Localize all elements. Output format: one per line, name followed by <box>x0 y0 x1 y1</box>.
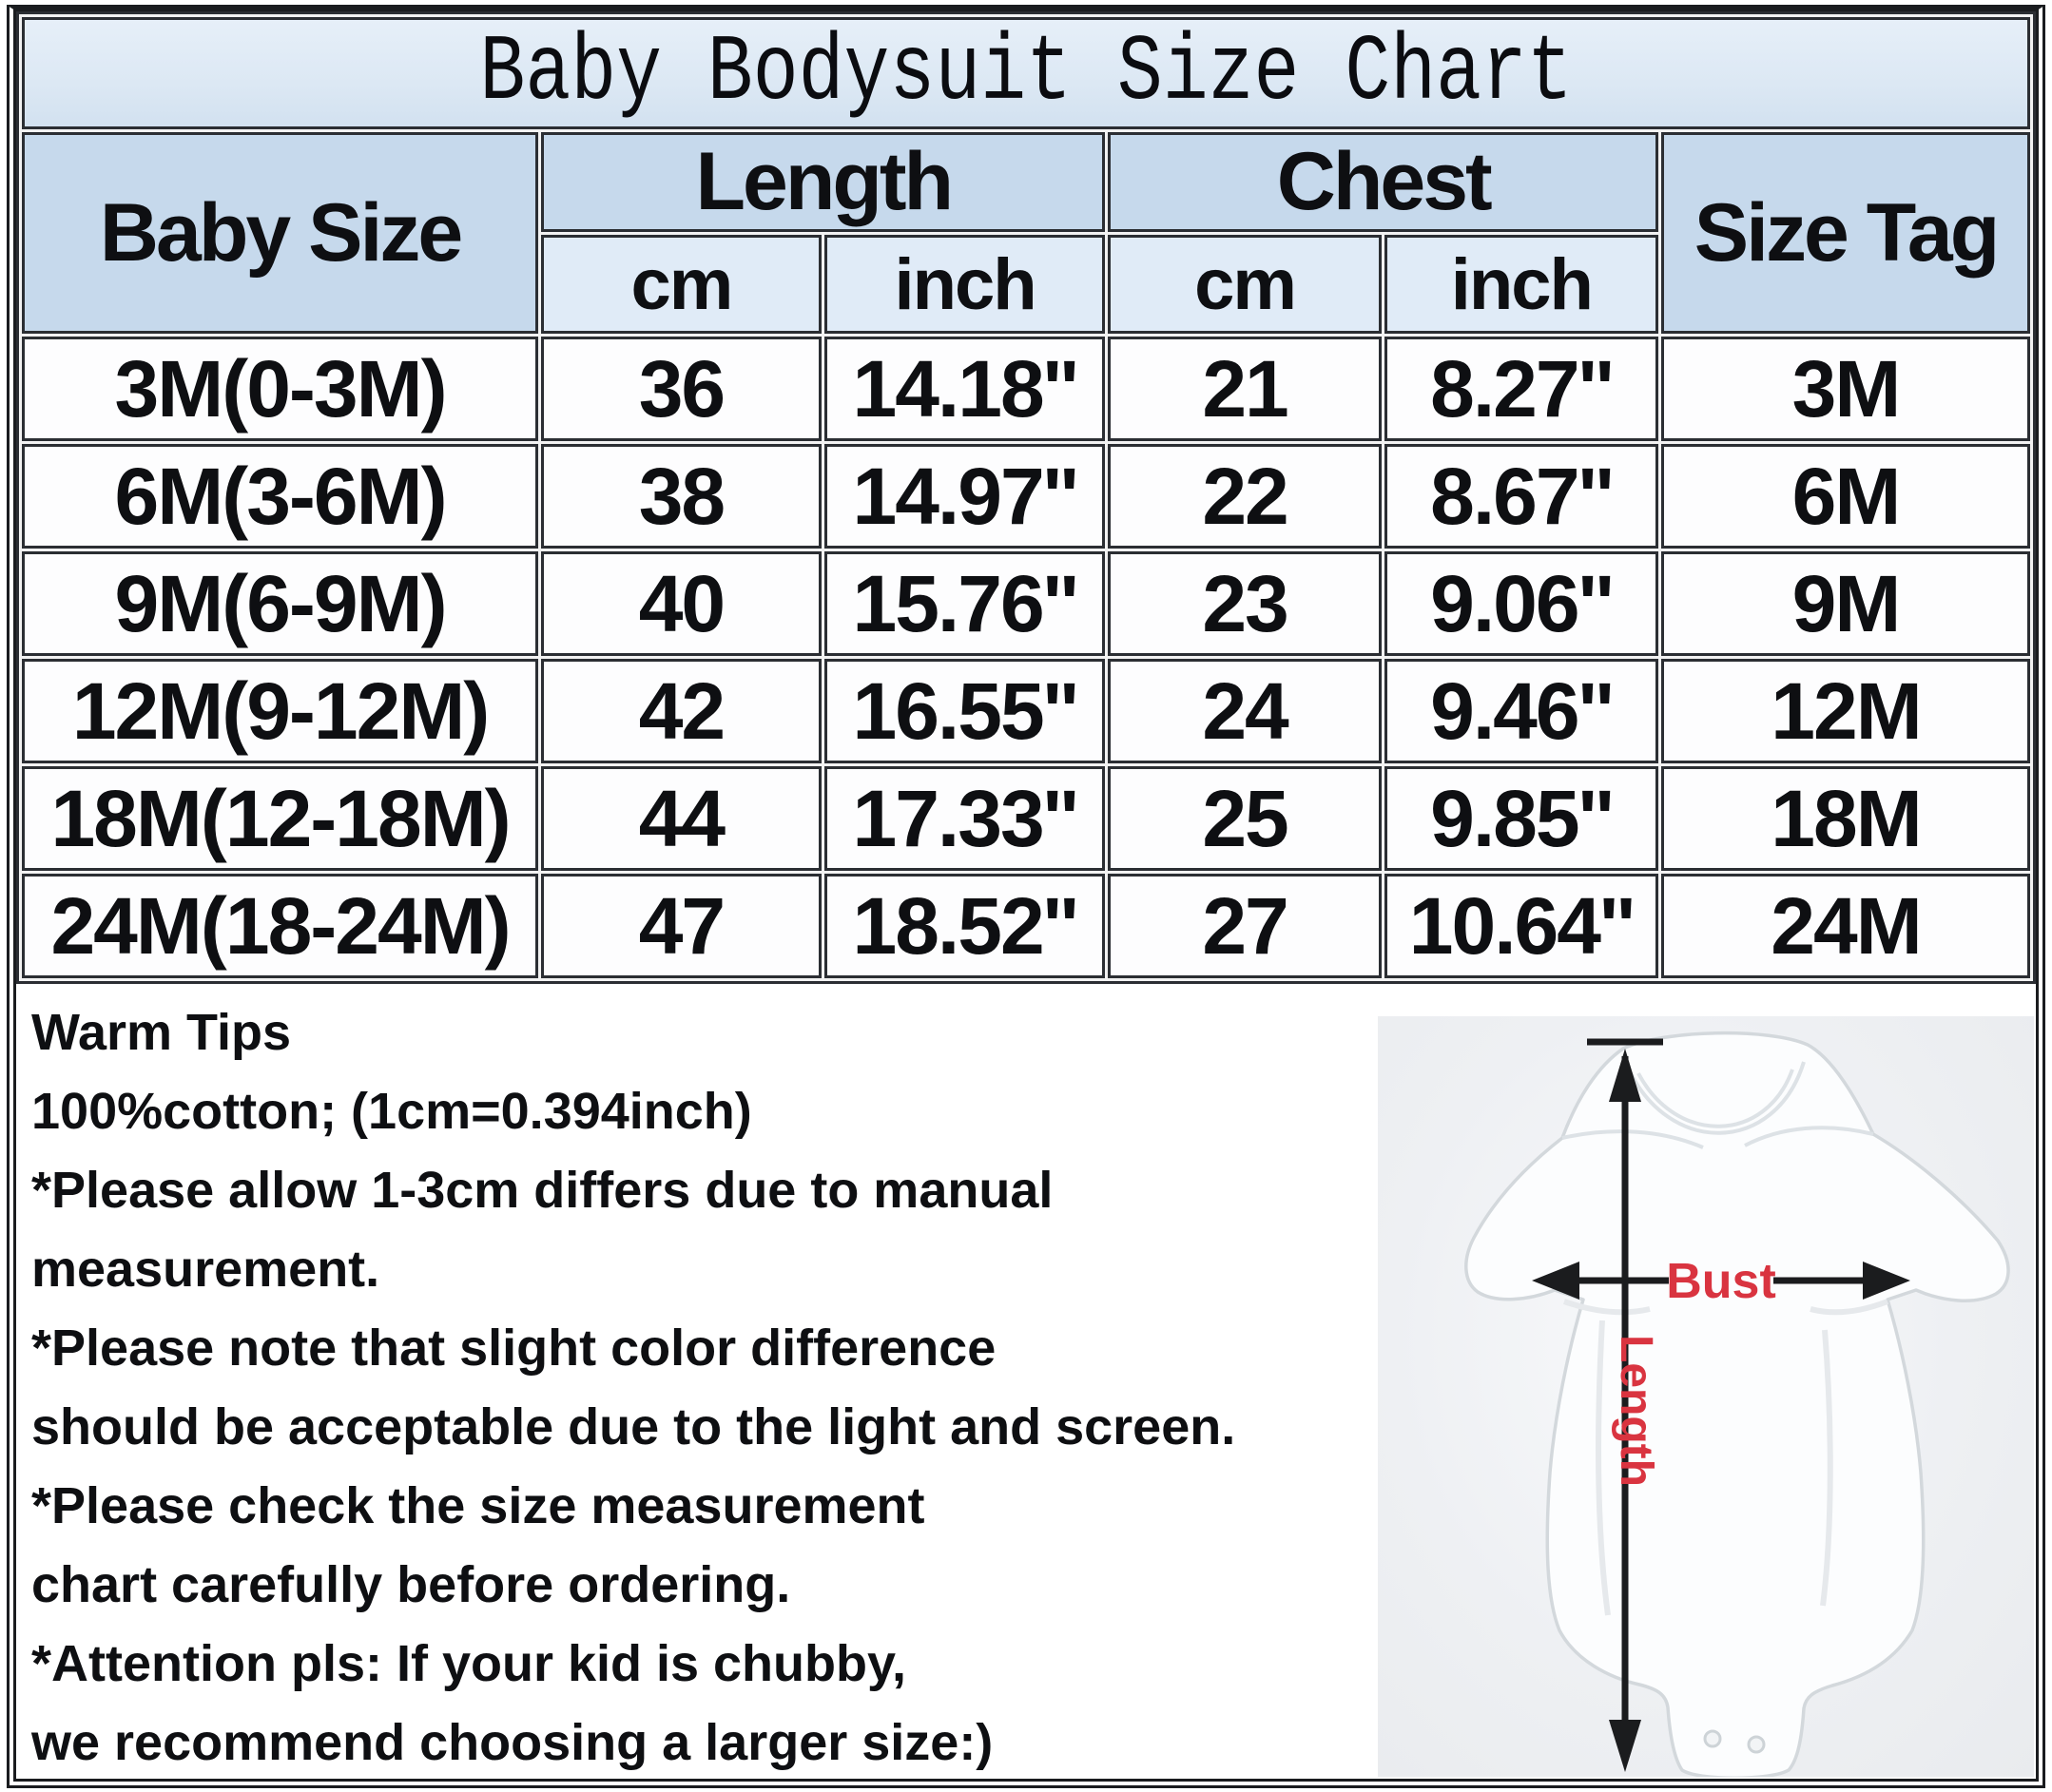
cell-chest-inch: 9.46'' <box>1384 659 1658 763</box>
cell-chest-cm: 21 <box>1108 337 1381 441</box>
cell-length-inch: 17.33'' <box>824 766 1106 871</box>
cell-chest-inch: 8.67'' <box>1384 444 1658 549</box>
cell-length-cm: 40 <box>541 551 822 656</box>
cell-chest-cm: 24 <box>1108 659 1381 763</box>
cell-size-tag: 6M <box>1661 444 2030 549</box>
col-header-chest: Chest <box>1108 132 1658 232</box>
cell-chest-cm: 25 <box>1108 766 1381 871</box>
cell-chest-inch: 10.64'' <box>1384 874 1658 978</box>
tip-line: 100%cotton; (1cm=0.394inch) <box>31 1083 752 1140</box>
cell-baby-size: 24M(18-24M) <box>22 874 538 978</box>
warm-tips-heading: Warm Tips <box>31 1004 292 1061</box>
size-chart-table <box>16 11 2036 984</box>
cell-size-tag: 18M <box>1661 766 2030 871</box>
tip-line: should be acceptable due to the light and screen. <box>31 1398 1236 1455</box>
table-row <box>22 551 2030 656</box>
chart-frame <box>7 5 2045 1788</box>
tip-line: chart carefully before ordering. <box>31 1556 791 1613</box>
cell-length-cm: 38 <box>541 444 822 549</box>
cell-chest-cm: 22 <box>1108 444 1381 549</box>
tip-line: *Please allow 1-3cm differs due to manual <box>31 1162 1054 1219</box>
table-row <box>22 766 2030 871</box>
cell-length-inch: 18.52'' <box>824 874 1106 978</box>
cell-baby-size: 12M(9-12M) <box>22 659 538 763</box>
cell-size-tag: 12M <box>1661 659 2030 763</box>
table-row <box>22 337 2030 441</box>
cell-baby-size: 9M(6-9M) <box>22 551 538 656</box>
cell-baby-size: 18M(12-18M) <box>22 766 538 871</box>
title-row <box>22 17 2030 129</box>
cell-length-inch: 16.55'' <box>824 659 1106 763</box>
cell-length-cm: 44 <box>541 766 822 871</box>
cell-length-cm: 42 <box>541 659 822 763</box>
bust-label: Bust <box>1666 1254 1776 1309</box>
tip-line: measurement. <box>31 1241 380 1298</box>
bodysuit-svg <box>1378 1016 2034 1777</box>
unit-header-chest-cm: cm <box>1108 235 1381 334</box>
page-title: Baby Bodysuit Size Chart <box>479 19 1573 127</box>
cell-length-inch: 14.97'' <box>824 444 1106 549</box>
table-row <box>22 444 2030 549</box>
table-row <box>22 659 2030 763</box>
cell-length-cm: 36 <box>541 337 822 441</box>
unit-header-chest-inch: inch <box>1384 235 1658 334</box>
col-header-size-tag: Size Tag <box>1661 132 2030 334</box>
cell-chest-inch: 9.06'' <box>1384 551 1658 656</box>
unit-header-length-inch: inch <box>824 235 1106 334</box>
tip-line: *Attention pls: If your kid is chubby, <box>31 1635 907 1692</box>
cell-baby-size: 3M(0-3M) <box>22 337 538 441</box>
cell-size-tag: 9M <box>1661 551 2030 656</box>
header-row-groups <box>22 132 2030 232</box>
bodysuit-graphic <box>1466 1033 2008 1777</box>
col-header-length: Length <box>541 132 1105 232</box>
unit-header-length-cm: cm <box>541 235 822 334</box>
cell-length-cm: 47 <box>541 874 822 978</box>
cell-chest-cm: 27 <box>1108 874 1381 978</box>
table-row <box>22 874 2030 978</box>
tip-line: we recommend choosing a larger size:) <box>31 1714 994 1771</box>
cell-length-inch: 15.76'' <box>824 551 1106 656</box>
cell-chest-inch: 8.27'' <box>1384 337 1658 441</box>
tip-line: *Please note that slight color difference <box>31 1320 997 1377</box>
cell-length-inch: 14.18'' <box>824 337 1106 441</box>
bodysuit-illustration <box>1378 1016 2034 1777</box>
cell-baby-size: 6M(3-6M) <box>22 444 538 549</box>
tip-line: *Please check the size measurement <box>31 1477 925 1534</box>
title-cell <box>22 17 2030 129</box>
cell-chest-cm: 23 <box>1108 551 1381 656</box>
cell-size-tag: 3M <box>1661 337 2030 441</box>
col-header-baby-size: Baby Size <box>22 132 538 334</box>
length-label: Length <box>1611 1335 1661 1487</box>
cell-chest-inch: 9.85'' <box>1384 766 1658 871</box>
cell-size-tag: 24M <box>1661 874 2030 978</box>
